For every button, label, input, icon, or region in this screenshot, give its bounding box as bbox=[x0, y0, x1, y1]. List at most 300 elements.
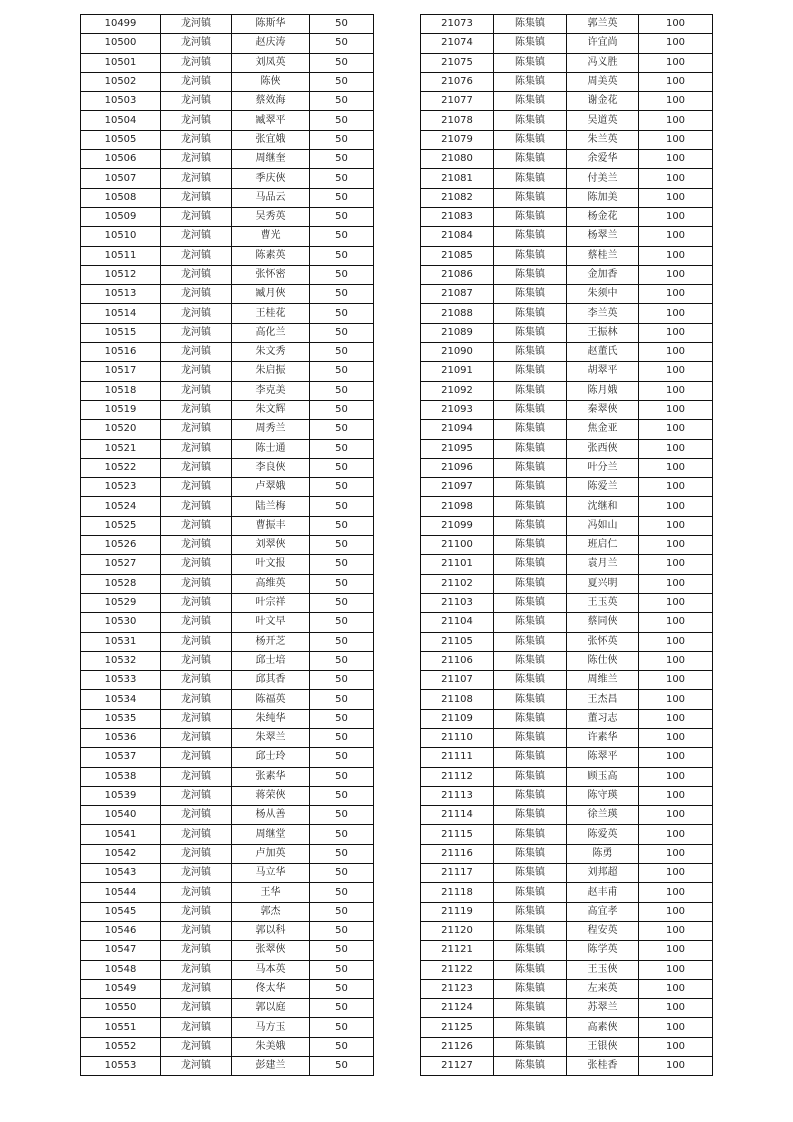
table-row bbox=[421, 728, 713, 747]
name-cell: 董习志 bbox=[567, 709, 639, 728]
town-cell: 龙河镇 bbox=[161, 111, 232, 130]
name-cell: 朱翠兰 bbox=[232, 728, 310, 747]
amount-cell: 50 bbox=[310, 265, 374, 284]
id-cell: 21073 bbox=[421, 15, 494, 34]
amount-cell: 50 bbox=[310, 1057, 374, 1076]
id-cell: 10515 bbox=[81, 323, 161, 342]
id-cell: 10551 bbox=[81, 1018, 161, 1037]
town-cell: 龙河镇 bbox=[161, 960, 232, 979]
town-cell: 陈集镇 bbox=[494, 246, 567, 265]
id-cell: 10550 bbox=[81, 999, 161, 1018]
id-cell: 21083 bbox=[421, 207, 494, 226]
amount-cell: 100 bbox=[639, 227, 713, 246]
town-cell: 龙河镇 bbox=[161, 439, 232, 458]
amount-cell: 100 bbox=[639, 574, 713, 593]
table-row bbox=[81, 825, 374, 844]
table-row bbox=[81, 941, 374, 960]
amount-cell: 100 bbox=[639, 825, 713, 844]
amount-cell: 50 bbox=[310, 902, 374, 921]
name-cell: 吴秀英 bbox=[232, 207, 310, 226]
name-cell: 谢金花 bbox=[567, 92, 639, 111]
table-row bbox=[421, 941, 713, 960]
town-cell: 龙河镇 bbox=[161, 1037, 232, 1056]
amount-cell: 50 bbox=[310, 709, 374, 728]
id-cell: 10523 bbox=[81, 478, 161, 497]
table-row bbox=[421, 709, 713, 728]
town-cell: 龙河镇 bbox=[161, 1057, 232, 1076]
table-row bbox=[81, 806, 374, 825]
amount-cell: 100 bbox=[639, 362, 713, 381]
table-row bbox=[421, 999, 713, 1018]
amount-cell: 50 bbox=[310, 690, 374, 709]
amount-cell: 50 bbox=[310, 381, 374, 400]
name-cell: 叶文早 bbox=[232, 613, 310, 632]
name-cell: 付美兰 bbox=[567, 169, 639, 188]
name-cell: 陆兰梅 bbox=[232, 497, 310, 516]
town-cell: 龙河镇 bbox=[161, 265, 232, 284]
table-row bbox=[421, 651, 713, 670]
name-cell: 王玉英 bbox=[567, 593, 639, 612]
table-row bbox=[81, 34, 374, 53]
table-row bbox=[421, 632, 713, 651]
town-cell: 龙河镇 bbox=[161, 130, 232, 149]
id-cell: 21078 bbox=[421, 111, 494, 130]
name-cell: 马品云 bbox=[232, 188, 310, 207]
table-row bbox=[81, 265, 374, 284]
table-row bbox=[421, 130, 713, 149]
amount-cell: 100 bbox=[639, 381, 713, 400]
name-cell: 周继堂 bbox=[232, 825, 310, 844]
amount-cell: 50 bbox=[310, 439, 374, 458]
town-cell: 陈集镇 bbox=[494, 825, 567, 844]
town-cell: 龙河镇 bbox=[161, 15, 232, 34]
town-cell: 陈集镇 bbox=[494, 1037, 567, 1056]
amount-cell: 100 bbox=[639, 420, 713, 439]
town-cell: 龙河镇 bbox=[161, 420, 232, 439]
town-cell: 陈集镇 bbox=[494, 555, 567, 574]
table-row bbox=[421, 53, 713, 72]
table-row bbox=[421, 671, 713, 690]
table-row bbox=[81, 632, 374, 651]
name-cell: 叶宗祥 bbox=[232, 593, 310, 612]
name-cell: 胡翠平 bbox=[567, 362, 639, 381]
table-row bbox=[81, 53, 374, 72]
town-cell: 陈集镇 bbox=[494, 53, 567, 72]
id-cell: 10507 bbox=[81, 169, 161, 188]
table-row bbox=[81, 15, 374, 34]
amount-cell: 100 bbox=[639, 497, 713, 516]
name-cell: 陈爱英 bbox=[567, 825, 639, 844]
table-row bbox=[421, 497, 713, 516]
table-row bbox=[421, 188, 713, 207]
name-cell: 张桂香 bbox=[567, 1057, 639, 1076]
amount-cell: 100 bbox=[639, 671, 713, 690]
name-cell: 冯如山 bbox=[567, 516, 639, 535]
id-cell: 21088 bbox=[421, 304, 494, 323]
id-cell: 10542 bbox=[81, 844, 161, 863]
name-cell: 赵丰甫 bbox=[567, 883, 639, 902]
table-row bbox=[421, 960, 713, 979]
amount-cell: 100 bbox=[639, 767, 713, 786]
name-cell: 周秀兰 bbox=[232, 420, 310, 439]
name-cell: 陈守瑛 bbox=[567, 786, 639, 805]
amount-cell: 100 bbox=[639, 941, 713, 960]
table-row bbox=[81, 497, 374, 516]
table-row bbox=[421, 748, 713, 767]
id-cell: 21103 bbox=[421, 593, 494, 612]
id-cell: 21114 bbox=[421, 806, 494, 825]
name-cell: 李兰英 bbox=[567, 304, 639, 323]
town-cell: 龙河镇 bbox=[161, 786, 232, 805]
id-cell: 21111 bbox=[421, 748, 494, 767]
amount-cell: 50 bbox=[310, 72, 374, 91]
table-row bbox=[81, 92, 374, 111]
town-cell: 陈集镇 bbox=[494, 806, 567, 825]
name-cell: 陈勇 bbox=[567, 844, 639, 863]
amount-cell: 50 bbox=[310, 92, 374, 111]
id-cell: 21096 bbox=[421, 458, 494, 477]
amount-cell: 50 bbox=[310, 458, 374, 477]
amount-cell: 50 bbox=[310, 362, 374, 381]
table-row bbox=[81, 921, 374, 940]
amount-cell: 100 bbox=[639, 593, 713, 612]
town-cell: 龙河镇 bbox=[161, 555, 232, 574]
town-cell: 陈集镇 bbox=[494, 941, 567, 960]
name-cell: 张素华 bbox=[232, 767, 310, 786]
town-cell: 陈集镇 bbox=[494, 709, 567, 728]
table-row bbox=[421, 227, 713, 246]
id-cell: 10510 bbox=[81, 227, 161, 246]
town-cell: 陈集镇 bbox=[494, 767, 567, 786]
name-cell: 高化兰 bbox=[232, 323, 310, 342]
id-cell: 21105 bbox=[421, 632, 494, 651]
amount-cell: 50 bbox=[310, 497, 374, 516]
town-cell: 陈集镇 bbox=[494, 72, 567, 91]
table-row bbox=[81, 227, 374, 246]
town-cell: 龙河镇 bbox=[161, 304, 232, 323]
id-cell: 21098 bbox=[421, 497, 494, 516]
id-cell: 21126 bbox=[421, 1037, 494, 1056]
id-cell: 10506 bbox=[81, 150, 161, 169]
name-cell: 臧月俠 bbox=[232, 285, 310, 304]
name-cell: 朱须中 bbox=[567, 285, 639, 304]
name-cell: 周维兰 bbox=[567, 671, 639, 690]
name-cell: 郭以庭 bbox=[232, 999, 310, 1018]
id-cell: 10534 bbox=[81, 690, 161, 709]
town-cell: 陈集镇 bbox=[494, 1057, 567, 1076]
name-cell: 夏兴明 bbox=[567, 574, 639, 593]
table-row bbox=[81, 748, 374, 767]
town-cell: 龙河镇 bbox=[161, 806, 232, 825]
amount-cell: 50 bbox=[310, 15, 374, 34]
amount-cell: 100 bbox=[639, 188, 713, 207]
name-cell: 周继奎 bbox=[232, 150, 310, 169]
name-cell: 朱文辉 bbox=[232, 400, 310, 419]
id-cell: 10504 bbox=[81, 111, 161, 130]
id-cell: 21095 bbox=[421, 439, 494, 458]
table-row bbox=[81, 864, 374, 883]
table-row bbox=[421, 979, 713, 998]
amount-cell: 100 bbox=[639, 979, 713, 998]
table-row bbox=[81, 400, 374, 419]
table-row bbox=[81, 844, 374, 863]
id-cell: 10540 bbox=[81, 806, 161, 825]
name-cell: 杨开芝 bbox=[232, 632, 310, 651]
table-row bbox=[81, 613, 374, 632]
name-cell: 赵庆涛 bbox=[232, 34, 310, 53]
id-cell: 10535 bbox=[81, 709, 161, 728]
town-cell: 龙河镇 bbox=[161, 536, 232, 555]
id-cell: 21125 bbox=[421, 1018, 494, 1037]
id-cell: 21074 bbox=[421, 34, 494, 53]
id-cell: 21109 bbox=[421, 709, 494, 728]
town-cell: 龙河镇 bbox=[161, 323, 232, 342]
town-cell: 陈集镇 bbox=[494, 343, 567, 362]
name-cell: 左来英 bbox=[567, 979, 639, 998]
town-cell: 陈集镇 bbox=[494, 883, 567, 902]
table-row bbox=[421, 516, 713, 535]
amount-cell: 50 bbox=[310, 864, 374, 883]
name-cell: 吴道英 bbox=[567, 111, 639, 130]
table-row bbox=[81, 979, 374, 998]
id-cell: 10522 bbox=[81, 458, 161, 477]
name-cell: 赵董氏 bbox=[567, 343, 639, 362]
town-cell: 陈集镇 bbox=[494, 902, 567, 921]
amount-cell: 50 bbox=[310, 979, 374, 998]
id-cell: 10509 bbox=[81, 207, 161, 226]
town-cell: 陈集镇 bbox=[494, 786, 567, 805]
name-cell: 张宜娥 bbox=[232, 130, 310, 149]
id-cell: 10512 bbox=[81, 265, 161, 284]
id-cell: 10538 bbox=[81, 767, 161, 786]
name-cell: 陈素英 bbox=[232, 246, 310, 265]
name-cell: 苏翠兰 bbox=[567, 999, 639, 1018]
table-row bbox=[421, 883, 713, 902]
id-cell: 10519 bbox=[81, 400, 161, 419]
table-row bbox=[421, 381, 713, 400]
name-cell: 马方玉 bbox=[232, 1018, 310, 1037]
id-cell: 21092 bbox=[421, 381, 494, 400]
town-cell: 龙河镇 bbox=[161, 941, 232, 960]
town-cell: 陈集镇 bbox=[494, 439, 567, 458]
id-cell: 10530 bbox=[81, 613, 161, 632]
id-cell: 10513 bbox=[81, 285, 161, 304]
name-cell: 李良俠 bbox=[232, 458, 310, 477]
id-cell: 21115 bbox=[421, 825, 494, 844]
table-row bbox=[421, 169, 713, 188]
id-cell: 21079 bbox=[421, 130, 494, 149]
id-cell: 10539 bbox=[81, 786, 161, 805]
id-cell: 10521 bbox=[81, 439, 161, 458]
amount-cell: 100 bbox=[639, 516, 713, 535]
name-cell: 陈加美 bbox=[567, 188, 639, 207]
table-row bbox=[81, 651, 374, 670]
town-cell: 龙河镇 bbox=[161, 516, 232, 535]
amount-cell: 100 bbox=[639, 902, 713, 921]
name-cell: 陈月娥 bbox=[567, 381, 639, 400]
amount-cell: 50 bbox=[310, 941, 374, 960]
town-cell: 陈集镇 bbox=[494, 574, 567, 593]
amount-cell: 100 bbox=[639, 613, 713, 632]
town-cell: 龙河镇 bbox=[161, 613, 232, 632]
table-row bbox=[421, 15, 713, 34]
amount-cell: 100 bbox=[639, 960, 713, 979]
id-cell: 10514 bbox=[81, 304, 161, 323]
id-cell: 21094 bbox=[421, 420, 494, 439]
amount-cell: 100 bbox=[639, 15, 713, 34]
table-row bbox=[81, 671, 374, 690]
amount-cell: 50 bbox=[310, 844, 374, 863]
name-cell: 焦金亚 bbox=[567, 420, 639, 439]
amount-cell: 50 bbox=[310, 767, 374, 786]
id-cell: 21101 bbox=[421, 555, 494, 574]
amount-cell: 50 bbox=[310, 246, 374, 265]
name-cell: 周美英 bbox=[567, 72, 639, 91]
name-cell: 曹振丰 bbox=[232, 516, 310, 535]
amount-cell: 100 bbox=[639, 400, 713, 419]
amount-cell: 50 bbox=[310, 671, 374, 690]
name-cell: 陈俠 bbox=[232, 72, 310, 91]
table-row bbox=[421, 1057, 713, 1076]
name-cell: 张翠俠 bbox=[232, 941, 310, 960]
id-cell: 10500 bbox=[81, 34, 161, 53]
id-cell: 10529 bbox=[81, 593, 161, 612]
town-cell: 陈集镇 bbox=[494, 671, 567, 690]
id-cell: 21127 bbox=[421, 1057, 494, 1076]
name-cell: 陈学英 bbox=[567, 941, 639, 960]
name-cell: 高素俠 bbox=[567, 1018, 639, 1037]
amount-cell: 100 bbox=[639, 864, 713, 883]
id-cell: 21120 bbox=[421, 921, 494, 940]
name-cell: 王桂花 bbox=[232, 304, 310, 323]
amount-cell: 50 bbox=[310, 343, 374, 362]
table-row bbox=[421, 613, 713, 632]
table-row bbox=[81, 1057, 374, 1076]
town-cell: 陈集镇 bbox=[494, 15, 567, 34]
id-cell: 21084 bbox=[421, 227, 494, 246]
table-row bbox=[421, 902, 713, 921]
id-cell: 10537 bbox=[81, 748, 161, 767]
id-cell: 21112 bbox=[421, 767, 494, 786]
amount-cell: 50 bbox=[310, 921, 374, 940]
name-cell: 余爱华 bbox=[567, 150, 639, 169]
name-cell: 王杰昌 bbox=[567, 690, 639, 709]
id-cell: 21113 bbox=[421, 786, 494, 805]
amount-cell: 100 bbox=[639, 478, 713, 497]
name-cell: 蔡效海 bbox=[232, 92, 310, 111]
id-cell: 10526 bbox=[81, 536, 161, 555]
name-cell: 刘翠俠 bbox=[232, 536, 310, 555]
amount-cell: 50 bbox=[310, 188, 374, 207]
name-cell: 陈福英 bbox=[232, 690, 310, 709]
name-cell: 冯义胜 bbox=[567, 53, 639, 72]
town-cell: 陈集镇 bbox=[494, 632, 567, 651]
amount-cell: 50 bbox=[310, 748, 374, 767]
table-row bbox=[421, 1037, 713, 1056]
town-cell: 陈集镇 bbox=[494, 748, 567, 767]
table-row bbox=[81, 555, 374, 574]
table-row bbox=[421, 478, 713, 497]
name-cell: 朱兰英 bbox=[567, 130, 639, 149]
table-row bbox=[81, 111, 374, 130]
town-cell: 龙河镇 bbox=[161, 246, 232, 265]
name-cell: 郭杰 bbox=[232, 902, 310, 921]
id-cell: 10501 bbox=[81, 53, 161, 72]
id-cell: 10531 bbox=[81, 632, 161, 651]
table-row bbox=[421, 246, 713, 265]
amount-cell: 100 bbox=[639, 844, 713, 863]
id-cell: 10511 bbox=[81, 246, 161, 265]
town-cell: 龙河镇 bbox=[161, 844, 232, 863]
amount-cell: 100 bbox=[639, 555, 713, 574]
table-row bbox=[81, 478, 374, 497]
town-cell: 龙河镇 bbox=[161, 227, 232, 246]
table-row bbox=[421, 420, 713, 439]
town-cell: 陈集镇 bbox=[494, 130, 567, 149]
town-cell: 龙河镇 bbox=[161, 92, 232, 111]
amount-cell: 50 bbox=[310, 227, 374, 246]
amount-cell: 100 bbox=[639, 728, 713, 747]
id-cell: 10525 bbox=[81, 516, 161, 535]
name-cell: 王玉俠 bbox=[567, 960, 639, 979]
table-row bbox=[421, 921, 713, 940]
table-row bbox=[81, 728, 374, 747]
town-cell: 陈集镇 bbox=[494, 864, 567, 883]
table-row bbox=[421, 767, 713, 786]
amount-cell: 100 bbox=[639, 111, 713, 130]
id-cell: 21080 bbox=[421, 150, 494, 169]
town-cell: 陈集镇 bbox=[494, 536, 567, 555]
amount-cell: 100 bbox=[639, 265, 713, 284]
table-row bbox=[81, 130, 374, 149]
id-cell: 10544 bbox=[81, 883, 161, 902]
town-cell: 陈集镇 bbox=[494, 478, 567, 497]
name-cell: 杨翠兰 bbox=[567, 227, 639, 246]
table-row bbox=[421, 1018, 713, 1037]
table-body bbox=[421, 15, 713, 1076]
name-cell: 马本英 bbox=[232, 960, 310, 979]
name-cell: 邱士培 bbox=[232, 651, 310, 670]
table-row bbox=[421, 400, 713, 419]
amount-cell: 50 bbox=[310, 34, 374, 53]
name-cell: 秦翠俠 bbox=[567, 400, 639, 419]
name-cell: 朱启振 bbox=[232, 362, 310, 381]
table-row bbox=[421, 555, 713, 574]
id-cell: 21116 bbox=[421, 844, 494, 863]
town-cell: 陈集镇 bbox=[494, 651, 567, 670]
town-cell: 龙河镇 bbox=[161, 864, 232, 883]
name-cell: 蒋荣俠 bbox=[232, 786, 310, 805]
table-body bbox=[81, 15, 374, 1076]
name-cell: 顾玉高 bbox=[567, 767, 639, 786]
town-cell: 陈集镇 bbox=[494, 400, 567, 419]
name-cell: 朱纯华 bbox=[232, 709, 310, 728]
town-cell: 陈集镇 bbox=[494, 169, 567, 188]
name-cell: 臧翠平 bbox=[232, 111, 310, 130]
town-cell: 龙河镇 bbox=[161, 207, 232, 226]
table-row bbox=[81, 150, 374, 169]
id-cell: 10505 bbox=[81, 130, 161, 149]
table-row bbox=[421, 806, 713, 825]
town-cell: 陈集镇 bbox=[494, 921, 567, 940]
town-cell: 龙河镇 bbox=[161, 748, 232, 767]
table-row bbox=[81, 1037, 374, 1056]
name-cell: 陈翠平 bbox=[567, 748, 639, 767]
amount-cell: 100 bbox=[639, 1037, 713, 1056]
amount-cell: 50 bbox=[310, 516, 374, 535]
town-cell: 陈集镇 bbox=[494, 207, 567, 226]
name-cell: 陈士通 bbox=[232, 439, 310, 458]
